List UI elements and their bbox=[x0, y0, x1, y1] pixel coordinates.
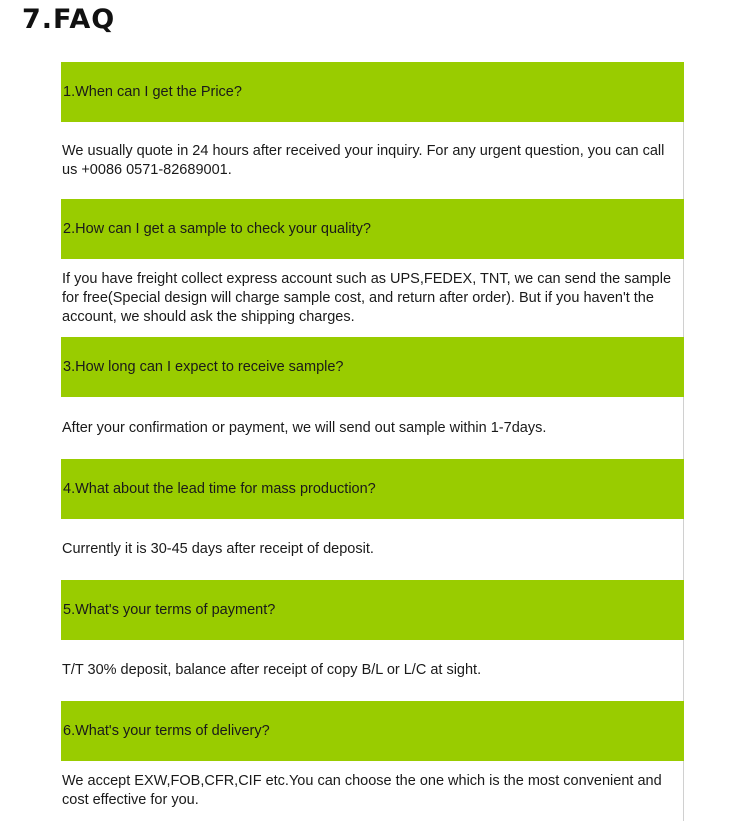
faq-answer-text: We usually quote in 24 hours after received your inquiry. For any urgent question, you can call us +0086 0571-82689001. bbox=[62, 142, 665, 178]
faq-answer-2 bbox=[61, 259, 684, 337]
faq-answer-4 bbox=[61, 519, 684, 580]
faq-question-6: 6.What's your terms of delivery? bbox=[61, 701, 684, 761]
faq-answer-5 bbox=[61, 640, 684, 701]
faq-question-2: 2.How can I get a sample to check your quality? bbox=[61, 199, 684, 259]
faq-question-4: 4.What about the lead time for mass production? bbox=[61, 459, 684, 519]
faq-answer-text: Currently it is 30-45 days after receipt of deposit. bbox=[62, 541, 374, 557]
faq-answer-3 bbox=[61, 397, 684, 459]
faq-question-1: 1.When can I get the Price? bbox=[61, 62, 684, 122]
faq-answer-text: If you have freight collect express account such as UPS,FEDEX, TNT, we can send the sample for free(Special design will charge sample cost, and return after order). But if you haven't the account, we should ask the shipping charges. bbox=[62, 270, 672, 325]
faq-answer-text: We accept EXW,FOB,CFR,CIF etc.You can choose the one which is the most convenient and cost effective for you. bbox=[62, 773, 662, 808]
faq-list bbox=[61, 62, 684, 821]
faq-answer-text: T/T 30% deposit, balance after receipt of copy B/L or L/C at sight. bbox=[62, 662, 482, 678]
faq-answer-6 bbox=[61, 761, 684, 821]
faq-question-5: 5.What's your terms of payment? bbox=[61, 580, 684, 640]
faq-question-3: 3.How long can I expect to receive sample? bbox=[61, 337, 684, 397]
faq-answer-1 bbox=[61, 122, 684, 199]
faq-answer-text: After your confirmation or payment, we will send out sample within 1-7days. bbox=[62, 419, 547, 436]
page-title: 7.FAQ bbox=[22, 4, 116, 35]
